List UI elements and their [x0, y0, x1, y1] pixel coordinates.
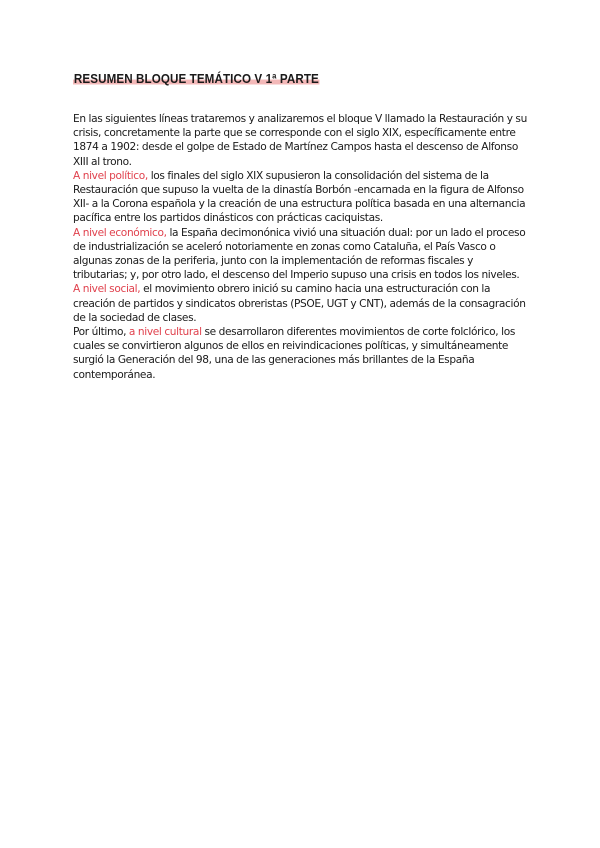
intro-paragraph: En las siguientes líneas trataremos y analizaremos el bloque V llamado la Restauración y su crisis, concretamente la parte que se corresponde con el siglo XIX, específicamente entre 1874 a 1902: desde el golpe de Estado de Martínez Campos hasta el descenso de Alfonso XIII al trono. — [73, 113, 527, 168]
highlight-social: A nivel social, — [73, 283, 141, 296]
highlight-politico: A nivel político, — [73, 169, 148, 182]
paragraph-prefix: Por último, — [73, 326, 129, 339]
document-body — [73, 112, 528, 382]
paragraph-economico — [73, 226, 528, 283]
paragraph-text: los finales del siglo XIX supusieron la consolidación del sistema de la Restauración que supuso la vuelta de la dinastía Borbón -encarnada en la figura de Alfonso XII- a la Corona española y la creación de una estructura política basada en una alternancia pacífica entre los partidos dinásticos con prácticas caciquistas. — [73, 169, 526, 225]
paragraph-cultural — [73, 325, 528, 382]
paragraph-politico — [73, 169, 528, 226]
paragraph-text: el movimiento obrero inició su camino hacia una estructuración con la creación de partidos y sindicatos obreristas (PSOE, UGT y CNT), además de la consagración de la sociedad de clases. — [73, 283, 526, 324]
highlight-cultural: a nivel cultural — [128, 326, 202, 339]
paragraph-text: la España decimonónica vivió una situación dual: por un lado el proceso de industrialización se aceleró notoriamente en zonas como Cataluña, el País Vasco o algunas zonas de la periferia, junto con la implementación de reformas fiscales y tributarias; y, por otro lado, el descenso del Imperio supuso una crisis en todos los niveles. — [73, 226, 526, 282]
highlight-economico: A nivel económico, — [73, 226, 167, 239]
paragraph-social — [73, 282, 528, 325]
document-title: RESUMEN BLOQUE TEMÁTICO V 1ª PARTE — [73, 72, 319, 86]
paragraph-text: se desarrollaron diferentes movimientos de corte folclórico, los cuales se convirtieron algunos de ellos en reivindicaciones políticas, y simultáneamente surgió la Generación del 98, una de las generaciones más brillantes de la España contemporánea. — [73, 326, 516, 381]
